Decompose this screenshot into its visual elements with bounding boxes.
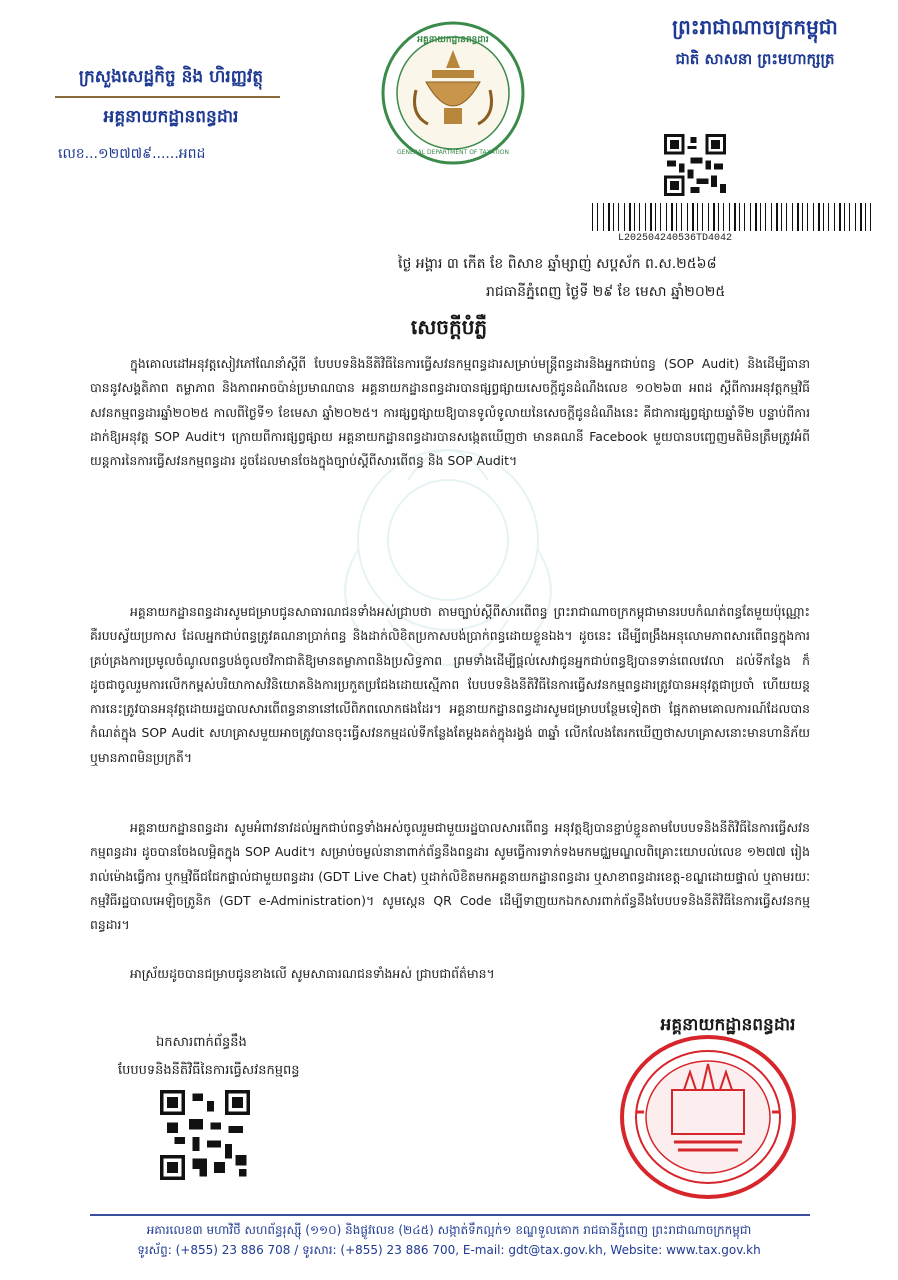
- gdt-seal-icon: [380, 20, 526, 166]
- ministry-divider: [55, 96, 280, 98]
- letter-number: លេខ...១២៧៧៩......អពដ: [58, 146, 206, 162]
- body-paragraph: ក្នុងគោលដៅអនុវត្តសៀវភៅណែនាំស្តីពី បែបបទនិងនីតិវិធីនៃការធ្វើសវនកម្មពន្ធដារសម្រាប់មន្ត្រីពន្ធដារនិងអ្នកជាប់ពន្ធ (SOP Audit) និងដើម្បីធានាបាននូវសង្គតិភាព តម្លាភាព និងភាពអាចប៉ាន់ប្រមាណបាន អគ្គនាយកដ្ឋានពន្ធដារបានផ្សព្វផ្សាយសេចក្តីជូនដំណឹងលេខ ១០២៦៣ អពដ ស្តីពីការអនុវត្តកម្មវិធីសវនកម្មពន្ធដារឆ្នាំ២០២៥ កាលពីថ្ងៃទី១ ខែមេសា ឆ្នាំ២០២៥។ ការផ្សព្វផ្សាយឱ្យបានទូលំទូលាយនៃសេចក្តីជូនដំណឹងនេះ គឺជាការផ្សព្វផ្សាយឆ្នាំទី២ បន្ទាប់ពីការដាក់ឱ្យអនុវត្ត SOP Audit។ ក្រោយពីការផ្សព្វផ្សាយ អគ្គនាយកដ្ឋានពន្ធដារបានសង្កេតឃើញថា មានគណនី Facebook មួយបានបញ្ចេញមតិមិនត្រឹមត្រូវអំពីយន្តការនៃការធ្វើសវនកម្មពន្ធដារ ដូចដែលមានចែងក្នុងច្បាប់ស្តីពីសារពើពន្ធ និង SOP Audit។: [90, 356, 810, 469]
- attachment-label: ឯកសារពាក់ព័ន្ធនឹង: [156, 1035, 247, 1050]
- kingdom-title: ព្រះរាជាណាចក្រកម្ពុជា: [672, 15, 838, 39]
- body-paragraph: អគ្គនាយកដ្ឋានពន្ធដារសូមជម្រាបជូនសាធារណជនទាំងអស់ជ្រាបថា តាមច្បាប់ស្តីពីសារពើពន្ធ ព្រះរាជាណាចក្រកម្ពុជាមានរបបកំណត់ពន្ធតែមួយប៉ុណ្ណោះ គឺរបបស្វ័យប្រកាស ដែលអ្នកជាប់ពន្ធត្រូវគណនាប្រាក់ពន្ធ និងដាក់លិខិតប្រកាសបង់ប្រាក់ពន្ធដោយខ្លួនឯង។ ដូចនេះ ដើម្បីពង្រឹងអនុលោមភាពសារពើពន្ធក្នុងការគ្រប់គ្រងការប្រមូលចំណូលពន្ធបង់ចូលថវិកាជាតិឱ្យមានតម្លាភាពនិងប្រសិទ្ធភាព ព្រមទាំងដើម្បីផ្តល់សេវាជូនអ្នកជាប់ពន្ធឱ្យបានទាន់ពេលវេលា ដល់ទីកន្លែង ក៏ដូចជាចូលរួមការលើកកម្ពស់បរិយាកាសវិនិយោគនិងការប្រកួតប្រជែងដោយស្មើភាព បែបបទនិងនីតិវិធីនៃការធ្វើសវនកម្មពន្ធដារត្រូវបានអនុវត្តជាប្រចាំ ហើយយន្តការនេះត្រូវបានអនុវត្តដោយរដ្ឋបាលសារពើពន្ធនានានៅលើពិភពលោកផងដែរ។ អគ្គនាយកដ្ឋានពន្ធដារសូមជម្រាបបន្ថែមទៀតថា ផ្អែកតាមគោលការណ៍ដែលបានកំណត់ក្នុង SOP Audit សហគ្រាសមួយអាចត្រូវបានចុះធ្វើសវនកម្មដល់ទីកន្លែងតែម្តងគត់ក្នុងរង្វង់ ៣ឆ្នាំ លើកលែងតែរកឃើញថាសហគ្រាសនោះមានហានិភ័យ ឬមានភាពមិនប្រក្រតី។: [90, 604, 810, 765]
- seal-top-text: អគ្គនាយកដ្ឋានពន្ធដារ: [417, 35, 489, 45]
- body-paragraph: អគ្គនាយកដ្ឋានពន្ធដារ សូមអំពាវនាវដល់អ្នកជាប់ពន្ធទាំងអស់ចូលរួមជាមួយរដ្ឋបាលសារពើពន្ធ អនុវត្តឱ្យបានខ្ជាប់ខ្ជួនតាមបែបបទនិងនីតិវិធីនៃការធ្វើសវនកម្មពន្ធដារ ដូចបានចែងលម្អិតក្នុង SOP Audit។ សម្រាប់ចម្ងល់នានាពាក់ព័ន្ធនឹងពន្ធដារ សូមធ្វើការទាក់ទងមកមជ្ឈមណ្ឌលពិគ្រោះយោបល់លេខ ១២៧៧ រៀងរាល់ម៉ោងធ្វើការ ឬកម្មវិធីជជែកផ្ទាល់ជាមួយពន្ធដារ (GDT Live Chat) ឬដាក់លិខិតមកអគ្គនាយកដ្ឋានពន្ធដារ ឬសាខាពន្ធដារខេត្ត-ខណ្ឌដោយផ្ទាល់ ឬតាមរយៈកម្មវិធីរដ្ឋបាលអេឡិចត្រូនិក (GDT e-Administration)។ សូមស្កេន QR Code ដើម្បីទាញយកឯកសារពាក់ព័ន្ធនឹងបែបបទនិងនីតិវិធីនៃការធ្វើសវនកម្មពន្ធដារ។: [90, 820, 810, 933]
- seal-bottom-text: GENERAL DEPARTMENT OF TAXATION: [397, 149, 509, 156]
- footer-contact: ទូរស័ព្ទ: (+855) 23 886 708 / ទូរសារ: (+855) 23 886 700, E-mail: gdt@tax.gov.kh, Website: www.tax.gov.kh: [137, 1243, 761, 1257]
- qr-code-icon: [664, 134, 726, 196]
- department-name: អគ្គនាយកដ្ឋានពន្ធដារ: [103, 107, 239, 127]
- official-stamp-icon: [614, 1032, 802, 1202]
- barcode-number: L202504240536TD4042: [618, 233, 733, 244]
- closing-paragraph: អាស្រ័យដូចបានជម្រាបជូនខាងលើ សូមសាធារណជនទាំងអស់ ជ្រាបជាព័ត៌មាន។: [130, 966, 495, 981]
- barcode-icon: [590, 203, 878, 231]
- ministry-name: ក្រសួងសេដ្ឋកិច្ច និង ហិរញ្ញវត្ថុ: [78, 67, 264, 87]
- solar-date: រាជធានីភ្នំពេញ ថ្ងៃទី ២៩ ខែ មេសា ឆ្នាំ២០២៥: [486, 284, 726, 300]
- attachment-qr-code-icon[interactable]: [160, 1090, 250, 1180]
- attachment-title: បែបបទនិងនីតិវិធីនៃការធ្វើសវនកម្មពន្ធ: [118, 1063, 300, 1078]
- footer-address: អគារលេខ៣ មហាវិថី សហព័ន្ធរុស្ស៊ី (១១០) និងផ្លូវលេខ (២៤៥) សង្កាត់ទឹកល្អក់១ ខណ្ឌទួលគោក រាជធានីភ្នំពេញ ព្រះរាជាណាចក្រកម្ពុជា: [146, 1223, 752, 1237]
- lunar-date: ថ្ងៃ អង្គារ ៣ កើត ខែ ពិសាខ ឆ្នាំម្សាញ់ សប្តស័ក ព.ស.២៥៦៨: [398, 256, 717, 272]
- signature-title: អគ្គនាយកដ្ឋានពន្ធដារ: [660, 1015, 796, 1035]
- national-motto: ជាតិ សាសនា ព្រះមហាក្សត្រ: [675, 50, 835, 68]
- document-title: សេចក្តីបំភ្លឺ: [410, 315, 488, 339]
- footer-divider: [90, 1214, 810, 1216]
